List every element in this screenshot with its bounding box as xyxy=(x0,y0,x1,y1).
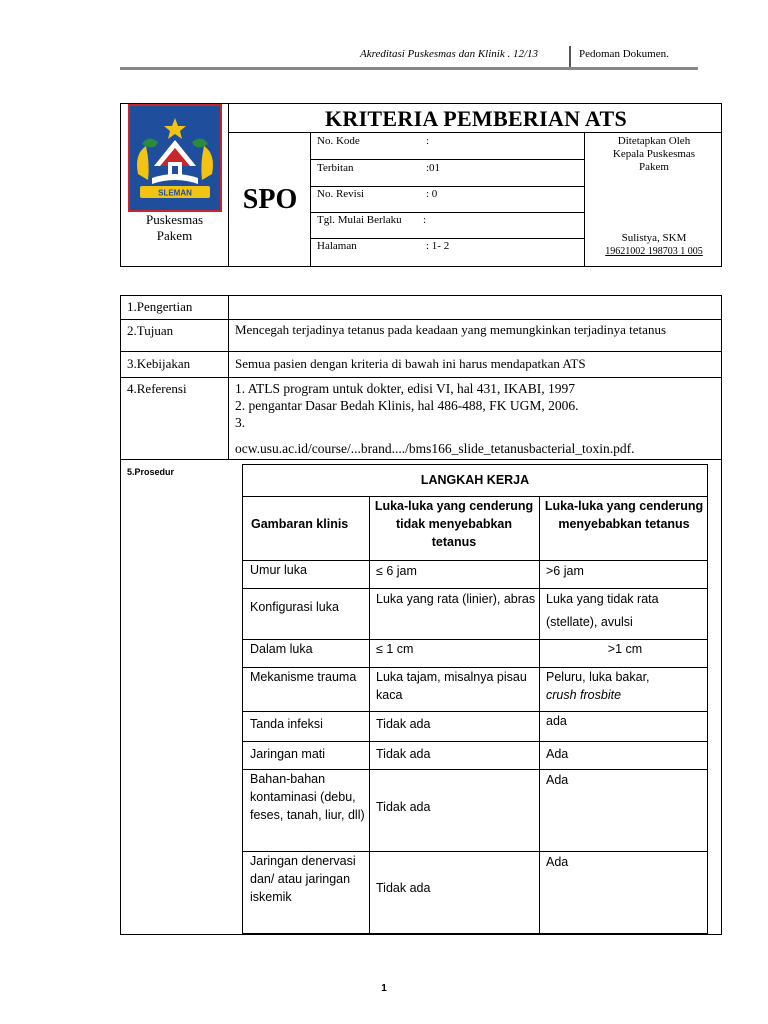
table-cell: Tidak ada xyxy=(376,747,431,761)
field-label-tgl-mulai: Tgl. Mulai Berlaku xyxy=(317,214,402,226)
spo-header-box xyxy=(120,103,722,267)
field-value-halaman: : 1- 2 xyxy=(426,240,450,252)
table-cell: Ada xyxy=(546,855,569,869)
table-cell: >1 cm xyxy=(607,642,643,656)
table-cell: Luka tajam, misalnya pisau kaca xyxy=(376,670,527,702)
field-value-no-kode: : xyxy=(426,135,430,147)
table-cell: Konfigurasi luka xyxy=(250,600,339,614)
section-text-kebijakan: Semua pasien dengan kriteria di bawah ini harus mendapatkan ATS xyxy=(235,356,586,371)
column-header: Gambaran klinis xyxy=(251,517,349,531)
divider xyxy=(121,319,721,320)
organization-name xyxy=(121,212,228,244)
table-cell: >6 jam xyxy=(546,564,584,578)
table-cell: Luka yang rata (linier), abras xyxy=(376,592,536,606)
table-cell-line: Peluru, luka bakar, xyxy=(546,670,650,684)
table-cell: Jaringan mati xyxy=(250,747,326,761)
column-header: Luka-luka yang cenderung tidak menyebabkan tetanus xyxy=(374,499,534,549)
field-value-terbitan: :01 xyxy=(426,162,441,174)
section-label-pengertian: 1.Pengertian xyxy=(127,299,193,314)
langkah-kerja-table xyxy=(242,464,708,934)
divider xyxy=(310,238,584,239)
reference-item: 2. pengantar Dasar Bedah Klinis, hal 486-488, FK UGM, 2006. xyxy=(235,398,579,413)
field-value-no-revisi: : 0 xyxy=(426,188,438,200)
divider xyxy=(121,377,721,378)
table-cell: Umur luka xyxy=(250,563,307,577)
divider xyxy=(121,351,721,352)
field-label-no-revisi: No. Revisi xyxy=(317,188,365,200)
table-cell: Tidak ada xyxy=(376,881,431,895)
signer-name: Sulistya, SKM xyxy=(621,232,687,244)
signer-nip: 19621002 198703 1 005 xyxy=(605,246,703,257)
org-line-2: Pakem xyxy=(156,228,193,243)
reference-item: ocw.usu.ac.id/course/...brand..../bms166_slide_tetanusbacterial_toxin.pdf. xyxy=(235,441,635,456)
divider xyxy=(121,459,721,460)
divider xyxy=(310,159,584,160)
reference-list xyxy=(235,380,715,457)
table-cell: Jaringan denervasi dan/ atau jaringan iskemik xyxy=(250,854,356,904)
table-cell: Tanda infeksi xyxy=(250,717,323,731)
table-cell: Bahan-bahan kontaminasi (debu, feses, tanah, liur, dll) xyxy=(250,772,365,822)
approval-block xyxy=(585,135,723,174)
approval-line-1: Ditetapkan Oleh xyxy=(617,135,691,147)
section-label-tujuan: 2.Tujuan xyxy=(127,323,174,338)
table-cell: ≤ 1 cm xyxy=(376,642,414,656)
divider xyxy=(539,496,540,933)
section-text-tujuan: Mencegah terjadinya tetanus pada keadaan yang memungkinkan terjadinya tetanus xyxy=(235,322,666,337)
langkah-kerja-title: LANGKAH KERJA xyxy=(420,473,530,487)
org-line-1: Puskesmas xyxy=(145,212,204,227)
section-label-prosedur: 5.Prosedur xyxy=(127,467,175,477)
column-header: Luka-luka yang cenderung menyebabkan tetanus xyxy=(544,499,704,531)
document-type: SPO xyxy=(242,184,298,215)
divider xyxy=(243,741,707,742)
running-header-left: Akreditasi Puskesmas dan Klinik . 12/13 xyxy=(360,48,539,60)
section-label-kebijakan: 3.Kebijakan xyxy=(127,356,191,371)
table-cell: Mekanisme trauma xyxy=(250,670,357,684)
table-cell: ada xyxy=(546,714,567,728)
field-label-no-kode: No. Kode xyxy=(317,135,360,147)
running-header-rule xyxy=(120,67,698,70)
divider xyxy=(310,186,584,187)
table-cell: Tidak ada xyxy=(376,717,431,731)
table-cell: Tidak ada xyxy=(376,800,431,814)
table-cell: Dalam luka xyxy=(250,642,313,656)
approval-line-3: Pakem xyxy=(639,161,669,173)
logo-text: SLEMAN xyxy=(158,188,192,198)
field-label-terbitan: Terbitan xyxy=(317,162,354,174)
divider xyxy=(310,212,584,213)
section-label-referensi: 4.Referensi xyxy=(127,381,187,396)
reference-item: 3. xyxy=(235,415,246,430)
field-label-halaman: Halaman xyxy=(317,240,357,252)
page-number: 1 xyxy=(381,983,387,994)
table-cell: Ada xyxy=(546,747,569,761)
document-title: KRITERIA PEMBERIAN ATS xyxy=(324,106,628,131)
table-cell: ≤ 6 jam xyxy=(376,564,417,578)
sleman-logo-icon xyxy=(128,104,222,212)
table-cell: Luka yang tidak rata (stellate), avulsi xyxy=(546,592,659,629)
reference-item: 1. ATLS program untuk dokter, edisi VI, hal 431, IKABI, 1997 xyxy=(235,381,576,396)
field-value-tgl-mulai: : xyxy=(423,214,427,226)
table-cell xyxy=(546,668,706,704)
table-cell-line: crush frosbite xyxy=(546,688,622,702)
running-header-right: Pedoman Dokumen. xyxy=(579,48,669,60)
approval-line-2: Kepala Puskesmas xyxy=(612,148,696,160)
divider xyxy=(369,496,370,933)
table-cell: Ada xyxy=(546,773,569,787)
